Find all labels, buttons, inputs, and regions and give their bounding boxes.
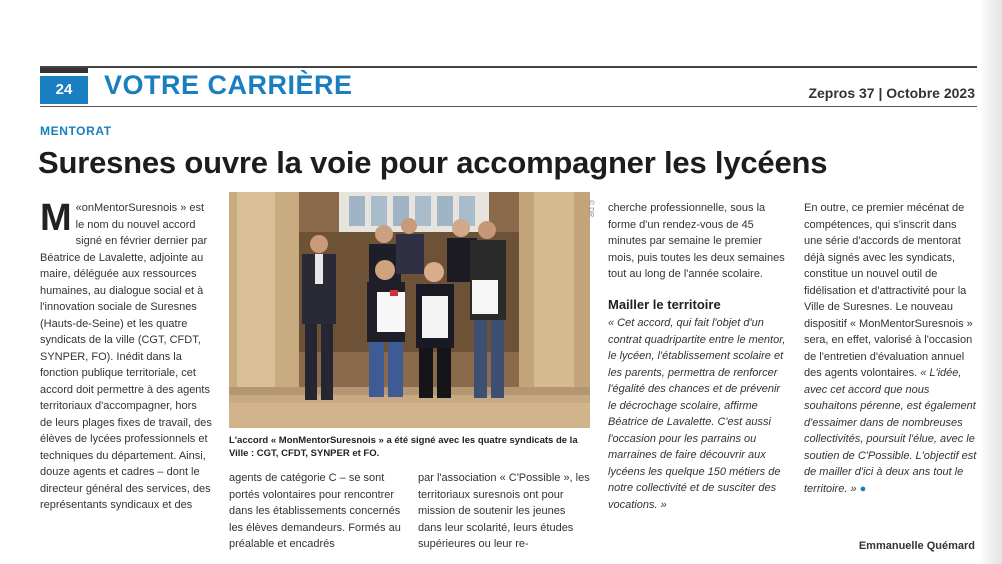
article-column-2 [229, 470, 401, 553]
header-bottom-rule [40, 106, 977, 107]
photo-caption: L'accord « MonMentorSuresnois » a été signé avec les quatre syndicats de la Ville : CGT, CFDT, SYNPER et FO. [229, 435, 578, 459]
page-fold-shadow [980, 0, 1002, 564]
opening-quote: « [75, 202, 82, 214]
column-1-text: onMentorSuresnois » est le nom du nouvel accord signé en février dernier par Béatrice de Lavalette, adjointe au maire, déléguée aux ressources humaines, au dialogue social et à l'innovation sociale de Suresnes (Hauts-de-Seine) et les quatre syndicats de la ville (CGT, CFDT, SYNPER, FO). Inédit dans la fonction publique territoriale, cet accord doit permettre à des agents territoriaux d'accompagner, hors de leurs plages fixes de travail, des élèves de lycées professionnels et techniques du département. Ainsi, douze agents et cadres – dont le directeur général des services, des représentants syndicaux et des [40, 202, 212, 511]
column-4-text: cherche professionnelle, sous la forme d'un rendez-vous de 45 minutes par semaine le premier mois, puis toutes les deux semaines tout au long de l'année scolaire. [608, 202, 785, 280]
section-title: VOTRE CARRIÈRE [104, 70, 353, 100]
article-subhead: Mailler le territoire [608, 296, 721, 312]
column-4-quote: « Cet accord, qui fait l'objet d'un contrat quadripartite entre le mentor, le lycéen, l'établissement scolaire et les parents, permettra de renforcer l'égalité des chances et de prévenir le décrochage scolaire, affirme Béatrice de Lavalette. C'est aussi l'occasion pour les parrains ou marraines de faire découvrir aux lycéens les quelque 150 métiers de notre collectivité et de susciter des vocations. » [608, 317, 786, 511]
column-2-text: agents de catégorie C – se sont portés volontaires pour rencontrer dans les établissements concernés les élèves demandeurs. Formés au préalable et encadrés [229, 472, 401, 550]
end-mark: ● [859, 482, 867, 495]
column-3-text: par l'association « C'Possible », les territoriaux suresnois ont pour mission de soutenir les jeunes dans leur scolarité, leurs études supérieures ou leur re- [418, 472, 590, 550]
author-signature: Emmanuelle Quémard [858, 540, 975, 552]
column-5-quote: « L'idée, avec cet accord que nous souhaitons pérenne, est également d'essaimer dans de nombreuses collectivités, poursuit l'élue, avec le soutien de C'Possible. L'objectif est de mailler d'ici à deux ans tout le territoire. » [804, 367, 977, 495]
article-column-4 [608, 200, 788, 513]
article-column-5 [804, 200, 977, 497]
group-photo-image [229, 192, 590, 428]
drop-cap: M [40, 197, 72, 239]
article-kicker: MENTORAT [40, 124, 112, 138]
issue-label: Zepros 37 | Octobre 2023 [808, 85, 975, 101]
article-column-1 [40, 197, 212, 514]
article-column-3 [418, 470, 590, 553]
column-5-text: En outre, ce premier mécénat de compétences, qui s'inscrit dans une série d'accords de mentorat déjà signés avec les syndicats, constitue un nouvel outil de fidélisation et d'attractivité pour la Ville de Suresnes. Le nouveau dispositif « MonMentorSuresnois » sera, en effet, valorisé à l'occasion de l'entretien d'évaluation annuel des agents volontaires. [804, 202, 973, 379]
header-top-rule [40, 66, 977, 68]
article-headline: Suresnes ouvre la voie pour accompagner les lycéens [38, 145, 828, 180]
page-number: 24 [40, 76, 88, 104]
article-photo [229, 192, 590, 428]
photo-credit: © DR [587, 200, 594, 218]
